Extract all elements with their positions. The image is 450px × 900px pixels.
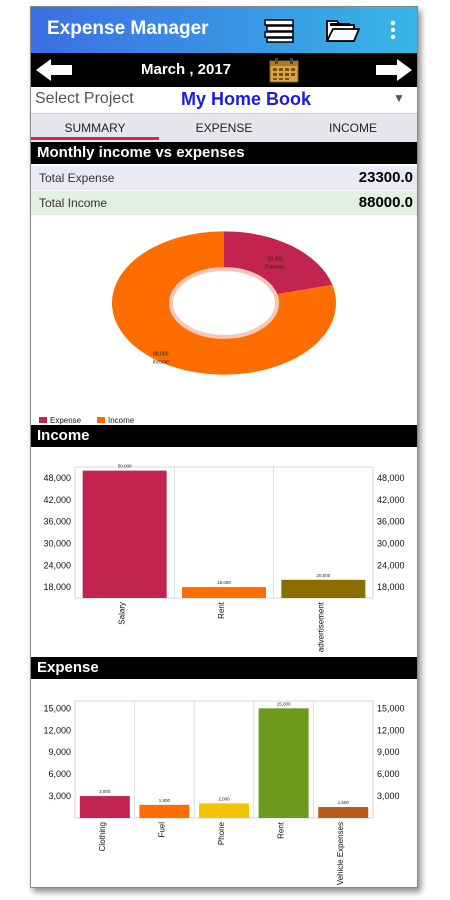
total-expense-row [31,166,417,190]
legend-label-expense: Expense [50,416,82,425]
expense-bar-chart [31,681,417,887]
bar-value-label: 18,000 [217,580,231,586]
bar-vehicle-expenses [318,807,368,818]
total-income-row [31,191,417,215]
legend-swatch-expense [39,417,47,423]
bar-value-label: 2,000 [218,796,230,802]
y-tick-label-right: 48,000 [377,472,405,483]
bar-clothing [80,796,130,818]
y-tick-label-left: 6,000 [48,769,71,780]
y-tick-label-right: 3,000 [377,791,400,802]
y-tick-label-left: 24,000 [43,560,71,571]
total-income-value: 88000.0 [358,194,413,211]
tab-summary[interactable]: SUMMARY [64,121,126,135]
project-selector[interactable] [31,87,417,113]
total-income-label: Total Income [39,196,108,210]
tab-indicator [31,137,159,140]
donut-label-expense: Expense [265,264,285,271]
bar-value-label: 20,000 [316,572,331,578]
y-tick-label-left: 12,000 [43,725,71,736]
y-tick-label-right: 24,000 [377,560,405,571]
y-tick-label-left: 30,000 [43,538,71,549]
y-tick-label-right: 12,000 [377,725,405,736]
bar-value-label: 50,000 [117,463,132,469]
tab-expense[interactable]: EXPENSE [195,121,253,135]
bar-value-label: 15,000 [276,701,291,707]
project-value[interactable]: My Home Book [181,89,312,109]
x-category-label: Fuel [157,822,167,838]
y-tick-label-right: 30,000 [377,538,405,549]
bar-rent [182,587,266,598]
y-tick-label-right: 15,000 [377,703,405,714]
total-expense-value: 23300.0 [358,169,413,186]
y-tick-label-right: 9,000 [377,747,400,758]
tab-income[interactable]: INCOME [329,121,377,135]
donut-label-expense: 23,300 [267,256,283,263]
arrow-right-icon[interactable] [375,58,413,82]
bar-rent [259,708,309,818]
y-tick-label-right: 6,000 [377,769,400,780]
arrow-left-icon[interactable] [35,58,73,82]
bar-salary [83,471,167,598]
x-category-label: Rent [276,822,286,839]
legend-label-income: Income [108,416,135,425]
donut-label-income: Income [152,359,169,366]
y-tick-label-left: 3,000 [48,791,71,802]
x-category-label: Salary [117,602,127,625]
project-label: Select Project [35,90,134,107]
y-tick-label-left: 15,000 [43,703,71,714]
y-tick-label-right: 42,000 [377,494,405,505]
y-tick-label-right: 36,000 [377,516,405,527]
more-vert-icon[interactable] [389,20,397,40]
income-vs-expense-donut-chart [31,215,417,425]
phone-frame [30,6,418,888]
month-navigator [31,53,417,87]
bar-advertisement [281,580,365,598]
month-label: March , 2017 [141,61,232,78]
books-icon[interactable] [263,17,297,43]
x-category-label: advertisement [316,602,326,653]
legend-swatch-income [97,417,105,423]
x-category-label: Phone [217,822,226,846]
calendar-icon[interactable] [269,57,299,83]
income-bar-chart [31,449,417,655]
bar-value-label: 3,000 [99,789,111,795]
y-tick-label-left: 36,000 [43,516,71,527]
total-expense-label: Total Expense [39,171,115,185]
expense-chart-header: Expense [31,657,417,679]
donut-hole [171,269,277,337]
chevron-down-icon[interactable]: ▼ [393,91,405,105]
y-tick-label-left: 42,000 [43,494,71,505]
x-category-label: Vehicle Expenses [336,822,346,886]
income-chart-header: Income [31,425,417,447]
x-category-label: Rent [217,602,226,619]
bar-fuel [139,805,189,818]
app-title: Expense Manager [47,18,209,39]
bar-value-label: 1,500 [337,800,349,806]
y-tick-label-left: 18,000 [43,582,71,593]
y-tick-label-left: 48,000 [43,472,71,483]
folder-open-icon[interactable] [324,17,360,45]
bar-phone [199,803,249,818]
bar-value-label: 1,800 [158,797,171,803]
y-tick-label-left: 9,000 [48,747,71,758]
summary-header: Monthly income vs expenses [31,142,417,164]
app-bar [31,7,417,53]
donut-label-income: 88,000 [153,351,169,358]
x-category-label: Clothing [97,822,107,852]
y-tick-label-right: 18,000 [377,582,405,593]
